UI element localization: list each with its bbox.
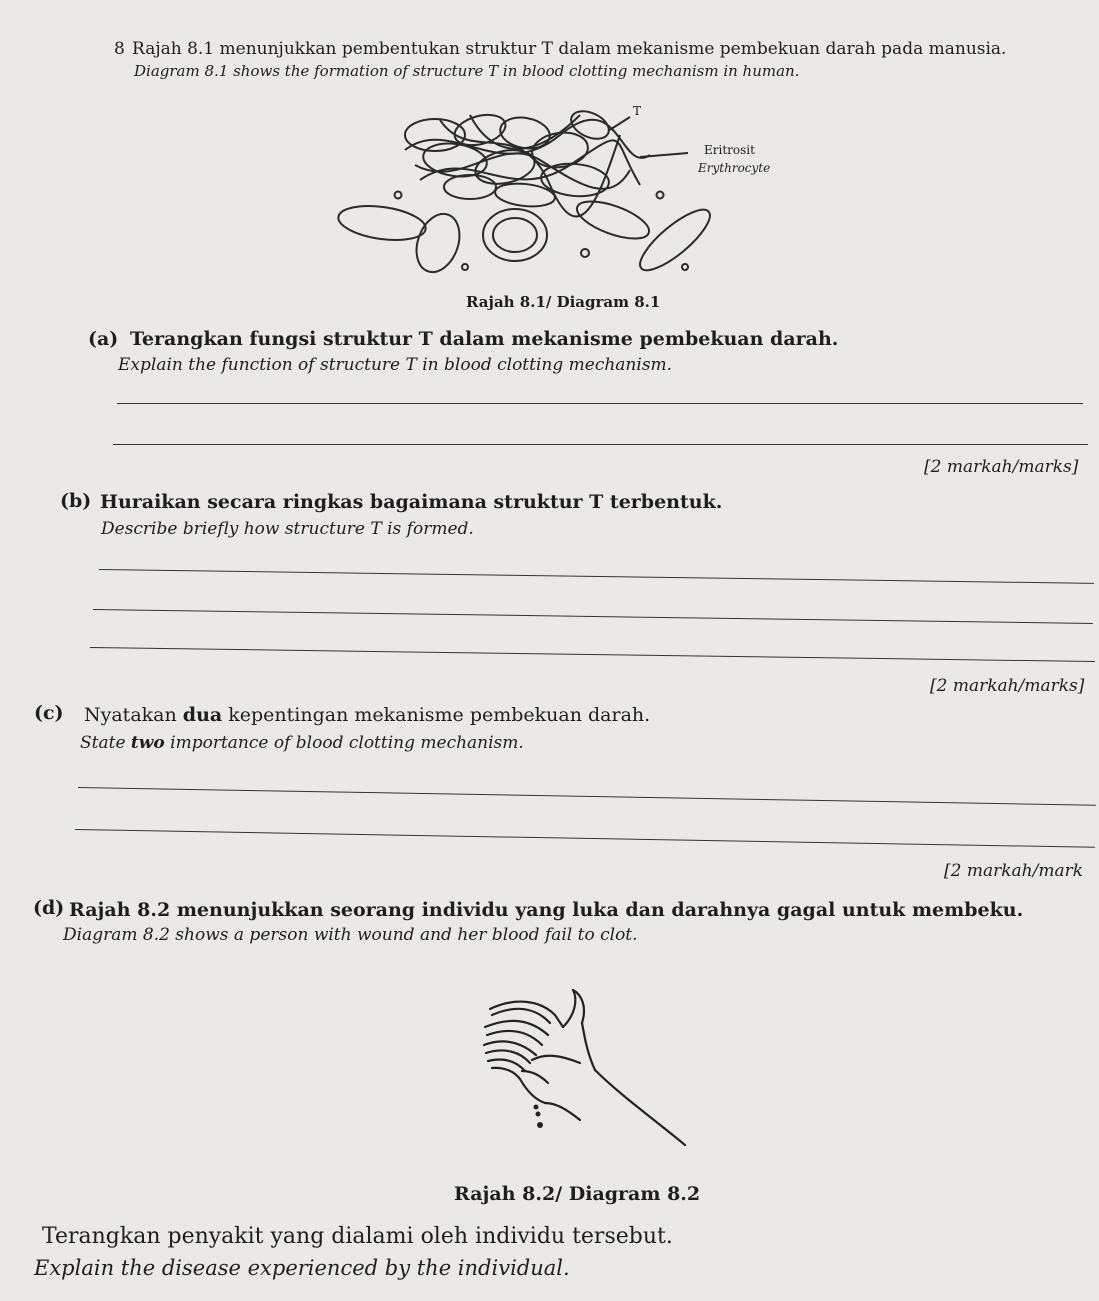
part-d-question-malay: Terangkan penyakit yang dialami oleh individu tersebut. bbox=[42, 1224, 673, 1249]
part-a-answer-line-2[interactable] bbox=[113, 444, 1088, 445]
wounded-hand-diagram bbox=[470, 975, 700, 1165]
label-line-erythrocyte bbox=[640, 153, 688, 157]
label-erythrocyte: Erythrocyte bbox=[698, 161, 771, 175]
part-b-letter: (b) bbox=[60, 490, 92, 512]
question-number: 8 bbox=[114, 39, 125, 59]
part-d-intro-malay: Rajah 8.2 menunjukkan seorang individu yang luka dan darahnya gagal untuk membeku. bbox=[69, 899, 1024, 921]
part-c-malay-post: kepentingan mekanisme pembekuan darah. bbox=[222, 704, 651, 726]
part-c-english-post: importance of blood clotting mechanism. bbox=[164, 733, 524, 753]
part-b-question-malay: Huraikan secara ringkas bagaimana struktur T terbentuk. bbox=[100, 491, 723, 513]
part-c-english-pre: State bbox=[80, 733, 131, 753]
part-a-question-malay: Terangkan fungsi struktur T dalam mekanisme pembekuan darah. bbox=[130, 328, 839, 350]
part-a-letter: (a) bbox=[88, 328, 119, 350]
part-d-intro-english: Diagram 8.2 shows a person with wound and her blood fail to clot. bbox=[63, 925, 638, 945]
diagram2-caption: Rajah 8.2/ Diagram 8.2 bbox=[454, 1183, 701, 1205]
part-c-marks: [2 markah/mark bbox=[944, 861, 1084, 881]
part-b-answer-line-1[interactable] bbox=[99, 569, 1094, 584]
diagram1-caption: Rajah 8.1/ Diagram 8.1 bbox=[466, 293, 661, 311]
part-b-answer-line-3[interactable] bbox=[90, 647, 1095, 662]
question-intro-english: Diagram 8.1 shows the formation of structure T in blood clotting mechanism in human. bbox=[134, 62, 800, 80]
question-intro-malay: Rajah 8.1 menunjukkan pembentukan struktur T dalam mekanisme pembekuan darah pada manusia. bbox=[132, 39, 1007, 59]
part-d-question-english: Explain the disease experienced by the individual. bbox=[34, 1256, 570, 1280]
label-t: T bbox=[633, 104, 642, 118]
part-b-marks: [2 markah/marks] bbox=[930, 676, 1085, 696]
part-c-malay-bold: dua bbox=[182, 704, 223, 726]
part-a-marks: [2 markah/marks] bbox=[924, 457, 1079, 477]
part-c-answer-line-2[interactable] bbox=[75, 829, 1095, 848]
part-c-question-malay bbox=[84, 704, 650, 726]
part-b-question-english: Describe briefly how structure T is formed. bbox=[101, 519, 474, 539]
part-c-malay-pre: Nyatakan bbox=[84, 704, 183, 726]
part-a-question-english: Explain the function of structure T in blood clotting mechanism. bbox=[118, 355, 673, 375]
part-a-answer-line-1[interactable] bbox=[117, 403, 1083, 404]
part-c-answer-line-1[interactable] bbox=[78, 787, 1096, 806]
blood-drops bbox=[534, 1105, 544, 1129]
blood-clot-diagram bbox=[320, 95, 800, 295]
label-eritrosit: Eritrosit bbox=[704, 143, 755, 157]
fibrin-clump bbox=[405, 106, 650, 217]
part-c-question-english bbox=[80, 733, 524, 753]
part-c-english-bold: two bbox=[130, 733, 165, 753]
part-d-letter: (d) bbox=[33, 897, 65, 919]
part-c-letter: (c) bbox=[34, 702, 64, 724]
label-line-t bbox=[608, 117, 630, 131]
part-b-answer-line-2[interactable] bbox=[93, 609, 1093, 624]
